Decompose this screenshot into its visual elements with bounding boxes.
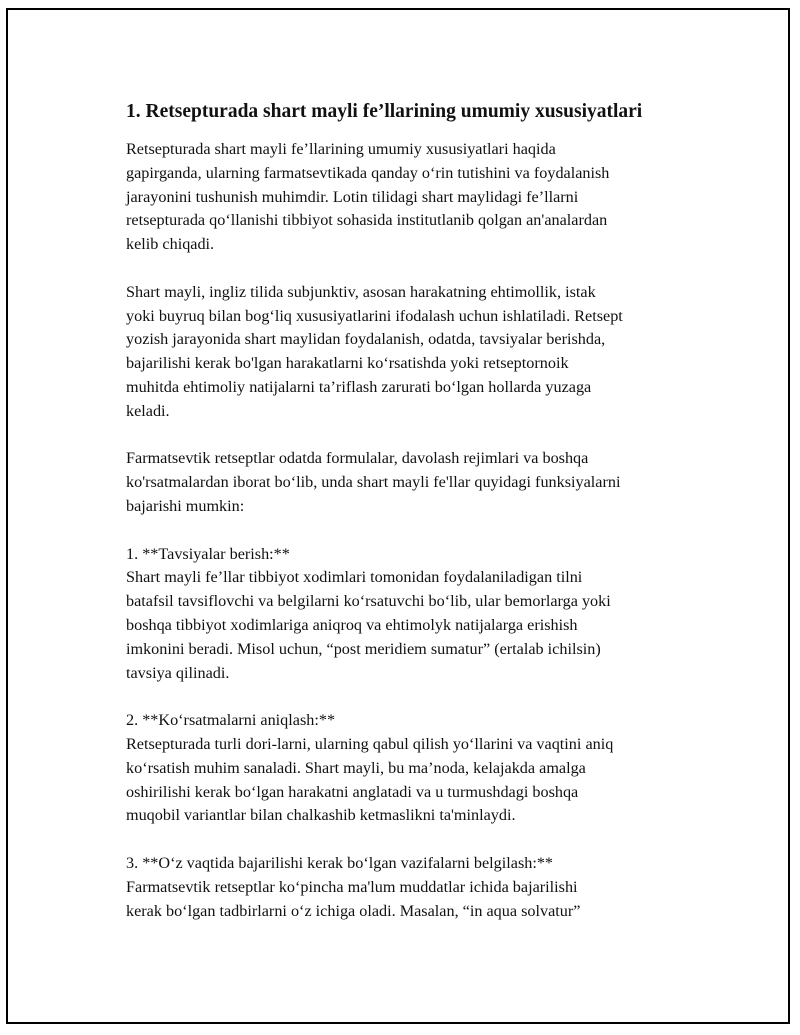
- paragraph-subjunctive: Shart mayli, ingliz tilida subjunktiv, asosan harakatning ehtimollik, istak yoki buyruq bilan bog‘liq xususiyatlarini ifodalash uchun ishlatiladi. Retsept yozish jarayonida shart maylidan foydalanish, odatda, tavsiyalar berishda, bajarilishi kerak bo'lgan harakatlarni ko‘rsatishda yoki retseptornoik muhitda ehtimoliy natijalarni ta’riflash zarurati bo‘lgan hollarda yuzaga keladi.: [126, 282, 623, 420]
- page-frame: [6, 8, 790, 1024]
- list-item-instructions: 2. **Ko‘rsatmalarni aniqlash:** Retsepturada turli dori-larni, ularning qabul qilish yo‘llarini va vaqtini aniq ko‘rsatish muhim sanaladi. Shart mayli, bu ma’noda, kelajakda amalga oshirilishi kerak bo‘lgan harakatni anglatadi va u turmushdagi boshqa muqobil variantlar bilan chalkashib ketmaslikni ta'minlaydi.: [126, 711, 614, 825]
- list-item-timely-tasks: 3. **O‘z vaqtida bajarilishi kerak bo‘lgan vazifalarni belgilash:** Farmatsevtik retseptlar ko‘pincha ma'lum muddatlar ichida bajarilishi kerak bo‘lgan tadbirlarni o‘z ichiga oladi. Masalan, “in aqua solvatur”: [126, 853, 581, 920]
- document-body: [120, 100, 696, 947]
- paragraph-intro: Retsepturada shart mayli fe’llarining umumiy xususiyatlari haqida gapirganda, ularning farmatsevtikada qanday o‘rin tutishini va foydalanish jarayonini tushunish muhimdir. Lotin tilidagi shart maylidagi fe’llarni retsepturada qo‘llanishi tibbiyot sohasida institutlanib qolgan an'analardan kelib chiqadi.: [126, 140, 610, 254]
- paragraph-functions: Farmatsevtik retseptlar odatda formulalar, davolash rejimlari va boshqa ko'rsatmalardan iborat bo‘lib, unda shart mayli fe'llar quyidagi funksiyalarni bajarishi mumkin:: [126, 449, 621, 515]
- document-title: 1. Retsepturada shart mayli fe’llarining umumiy xususiyatlari: [126, 101, 643, 122]
- list-item-recommendations: 1. **Tavsiyalar berish:** Shart mayli fe’llar tibbiyot xodimlari tomonidan foydalaniladigan tilni batafsil tavsiflovchi va belgilarni ko‘rsatuvchi bo‘lib, ular bemorlarga yoki boshqa tibbiyot xodimlariga aniqroq va ehtimolyk natijalarga erishish imkonini beradi. Misol uchun, “post meridiem sumatur” (ertalab ichilsin) tavsiya qilinadi.: [126, 544, 611, 682]
